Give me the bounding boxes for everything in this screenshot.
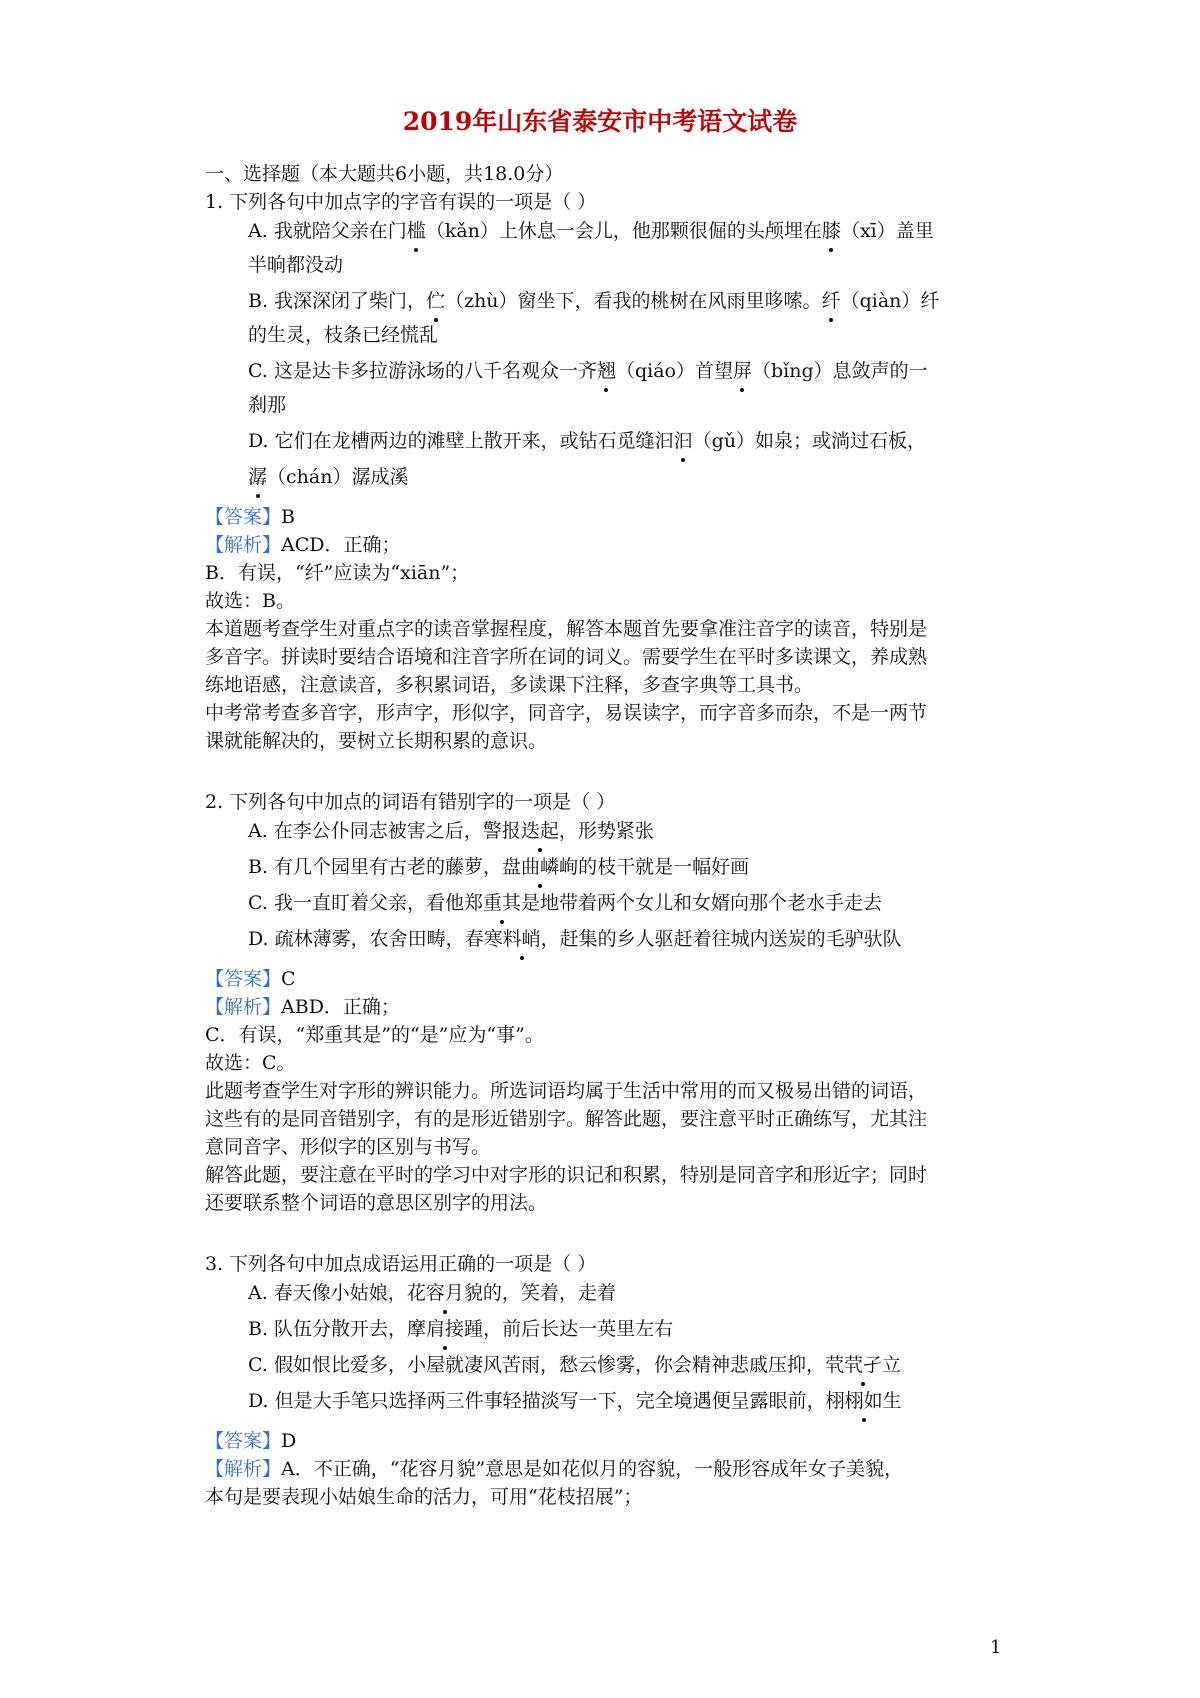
q3-option-a-text: A. 春天像小姑娘，	[248, 1282, 407, 1304]
answer-tag: 【答案】	[205, 506, 282, 528]
q1-option-c[interactable]	[248, 356, 928, 386]
q2-option-b-text: 的枝干就是一幅好画	[578, 856, 750, 878]
analysis-text: A．不正确，“花容月貌”意思是如花似月的容貌，一般形容成年女子美貌，	[281, 1458, 904, 1480]
q3-option-b-text: ，前后长达一英里左右	[483, 1318, 674, 1340]
question-3-stem: 3. 下列各句中加点成语运用正确的一项是（ ）	[205, 1253, 597, 1275]
q3-option-a[interactable]	[248, 1278, 616, 1308]
dotted-word: 郑重其是	[464, 888, 540, 918]
analysis-text: 意同音字、形似字的区别与书写。	[205, 1136, 491, 1158]
q2-option-c[interactable]	[248, 888, 882, 918]
q2-option-d[interactable]	[248, 924, 902, 954]
question-2-stem: 2. 下列各句中加点的词语有错别字的一项是（ ）	[205, 791, 616, 813]
q1-option-b-text: （zhù）窗坐下，看我的桃树在风雨里哆嗦。	[445, 290, 822, 312]
q3-analysis	[205, 1455, 903, 1483]
q1-option-a[interactable]	[248, 216, 934, 246]
q3-option-b[interactable]	[248, 1314, 673, 1344]
q1-option-b-text: B. 我深深闭了柴门，	[248, 290, 427, 312]
page-title: 2019年山东省泰安市中考语文试卷	[402, 107, 798, 136]
dotted-word: 茕茕孑立	[825, 1350, 901, 1380]
q1-option-d-text: （gǔ）如泉；或淌过石板，	[692, 430, 927, 452]
q1-option-b-cont: 的生灵，枝条已经慌乱	[248, 324, 439, 346]
q1-option-d-text: D. 它们在龙槽两边的滩壁上散开来，或钻石觅缝汩	[248, 430, 674, 452]
analysis-text: 本句是要表现小姑娘生命的活力，可用“花枝招展”；	[205, 1486, 643, 1508]
q3-option-c-text: C. 假如恨比爱多，小屋就凄风苦雨，愁云惨雾，你会精神悲戚压抑，	[248, 1354, 825, 1376]
analysis-text: ACD．正确；	[281, 534, 401, 556]
dotted-char: 翘	[597, 356, 616, 386]
q2-option-a-text: ，形势紧张	[558, 820, 654, 842]
answer-tag: 【答案】	[205, 968, 282, 990]
q2-analysis	[205, 993, 400, 1021]
dotted-word: 料峭	[503, 924, 541, 954]
answer-value: B	[281, 506, 295, 528]
answer-value: D	[281, 1430, 297, 1452]
q1-option-c-text: （bǐng）息敛声的一	[752, 360, 928, 382]
analysis-text: 本道题考查学生对重点字的读音掌握程度，解答本题首先要拿准注音字的读音，特别是	[205, 618, 928, 640]
dotted-char: 屏	[733, 356, 752, 386]
dotted-char: 纤	[822, 286, 841, 316]
q3-option-a-text: 的，笑着，走着	[482, 1282, 616, 1304]
analysis-tag: 【解析】	[205, 1458, 282, 1480]
dotted-word: 栩栩如生	[826, 1386, 902, 1416]
q1-option-a-text: （kǎn）上休息一会儿，他那颗很倔的头颅埋在	[425, 220, 822, 242]
analysis-text: 这些有的是同音错别字，有的是形近错别字。解答此题，要注意平时正确练写，尤其注	[205, 1108, 928, 1130]
page-number: 1	[990, 1637, 1002, 1658]
analysis-text: C．有误，“郑重其是”的“是”应为“事”。	[205, 1024, 544, 1046]
q2-answer	[205, 965, 296, 993]
q2-option-d-text: D. 疏林薄雾，农舍田畴，春寒	[248, 928, 503, 950]
dotted-word: 盘曲嶙峋	[502, 852, 578, 882]
dotted-word: 迭起	[521, 816, 559, 846]
analysis-tag: 【解析】	[205, 534, 282, 556]
q2-option-a-text: A. 在李公仆同志被害之后，警报	[248, 820, 521, 842]
analysis-text: 中考常考查多音字，形声字，形似字，同音字，易误读字，而字音多而杂，不是一两节	[205, 702, 928, 724]
dotted-char: 膝	[822, 216, 841, 246]
analysis-text: ABD．正确；	[281, 996, 400, 1018]
dotted-word: 摩肩接踵	[407, 1314, 483, 1344]
analysis-text: 还要联系整个词语的意思区别字的用法。	[205, 1192, 548, 1214]
q1-option-d-text: （chán）潺成溪	[267, 466, 409, 488]
dotted-char: 潺	[248, 462, 267, 492]
dotted-word: 花容月貌	[407, 1278, 483, 1308]
q1-option-b[interactable]	[248, 286, 939, 316]
q2-option-b-text: B. 有几个园里有古老的藤萝，	[248, 856, 503, 878]
q1-analysis	[205, 531, 401, 559]
q3-option-d-text: D. 但是大手笔只选择两三件事轻描淡写一下，完全境遇便呈露眼前，	[248, 1390, 826, 1412]
q3-option-c[interactable]	[248, 1350, 901, 1380]
q1-option-a-text: A. 我就陪父亲在门	[248, 220, 407, 242]
q1-option-d[interactable]	[248, 426, 926, 456]
analysis-text: B．有误，“纤”应读为“xiān”；	[205, 562, 470, 584]
q1-option-c-text: C. 这是达卡多拉游泳场的八千名观众一齐	[248, 360, 597, 382]
q2-option-b[interactable]	[248, 852, 749, 882]
q2-option-d-text: ，赶集的乡人驱赶着往城内送炭的毛驴驮队	[540, 928, 902, 950]
q1-option-d-cont	[248, 462, 408, 492]
q3-answer	[205, 1427, 296, 1455]
analysis-text: 故选：C。	[205, 1052, 296, 1074]
analysis-text: 课就能解决的，要树立长期积累的意识。	[205, 730, 548, 752]
q1-answer	[205, 503, 295, 531]
q3-option-b-text: B. 队伍分散开去，	[248, 1318, 408, 1340]
q2-option-a[interactable]	[248, 816, 654, 846]
dotted-char: 汩	[674, 426, 693, 456]
section-header: 一、选择题（本大题共6小题，共18.0分）	[205, 163, 564, 185]
dotted-char: 伫	[426, 286, 445, 316]
question-1-stem: 1. 下列各句中加点字的字音有误的一项是（ ）	[205, 191, 597, 213]
answer-tag: 【答案】	[205, 1430, 282, 1452]
analysis-text: 多音字。拼读时要结合语境和注音字所在词的词义。需要学生在平时多读课文，养成熟	[205, 646, 928, 668]
q1-option-c-cont: 刹那	[248, 394, 287, 416]
q1-option-c-text: （qiáo）首望	[615, 360, 733, 382]
dotted-char: 槛	[407, 216, 426, 246]
q1-option-b-text: （qiàn）纤	[840, 290, 940, 312]
answer-value: C	[281, 968, 296, 990]
q2-option-c-text: 地带着两个女儿和女婿向那个老水手走去	[539, 892, 882, 914]
q2-option-c-text: C. 我一直盯着父亲，看他	[248, 892, 464, 914]
q1-option-a-cont: 半晌都没动	[248, 254, 344, 276]
q1-option-a-text: （xī）盖里	[840, 220, 934, 242]
analysis-text: 故选：B。	[205, 590, 295, 612]
q3-option-d[interactable]	[248, 1386, 902, 1416]
analysis-text: 此题考查学生对字形的辨识能力。所选词语均属于生活中常用的而又极易出错的词语，	[205, 1080, 928, 1102]
analysis-text: 解答此题，要注意在平时的学习中对字形的识记和积累，特别是同音字和形近字；同时	[205, 1164, 928, 1186]
analysis-text: 练地语感，注意读音，多积累词语，多读课下注释，多查字典等工具书。	[205, 674, 814, 696]
analysis-tag: 【解析】	[205, 996, 282, 1018]
